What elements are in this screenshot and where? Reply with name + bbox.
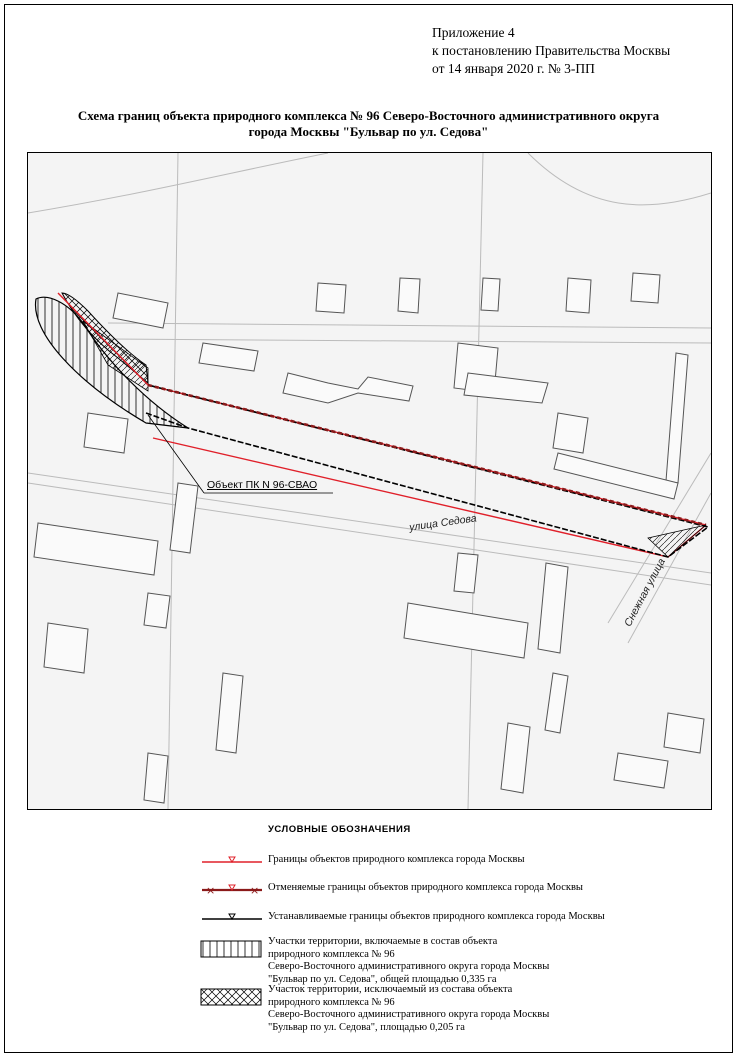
legend-item-excluded (200, 984, 720, 1036)
cancelled-boundary-symbol (200, 882, 264, 898)
appendix-block (432, 24, 722, 78)
excluded-area-symbol (200, 988, 262, 1006)
legend-included-line-4: "Бульвар по ул. Седова", общей площадью 0,335 га (268, 973, 497, 985)
east-tip-area (648, 525, 706, 557)
legend-text-included (268, 936, 688, 986)
legend-item-cancelled (200, 882, 720, 908)
svg-text:×: × (206, 884, 216, 897)
legend-excluded-line-3: Северо-Восточного административного округа города Москвы (268, 1009, 550, 1020)
legend-item-included (200, 936, 720, 986)
title-line-1: Схема границ объекта природного комплекса № 96 Северо-Восточного административного округа (77, 108, 660, 123)
title-line-2: города Москвы "Бульвар по ул. Седова" (248, 124, 489, 139)
legend-excluded-line-2: природного комплекса № 96 (268, 996, 395, 1008)
object-callout-label: Объект ПК N 96-СВАО (207, 479, 318, 491)
svg-text:×: × (250, 884, 260, 897)
legend-text-cancelled: Отменяемые границы объектов природного комплекса города Москвы (268, 882, 583, 893)
existing-boundary-symbol (200, 854, 264, 870)
legend-text-established: Устанавливаемые границы объектов природного комплекса города Москвы (268, 911, 605, 922)
appendix-line-3: от 14 января 2020 г. № 3-ПП (432, 61, 595, 76)
legend-text-excluded (268, 984, 688, 1034)
appendix-line-2: к постановлению Правительства Москвы (432, 43, 671, 58)
legend-heading: УСЛОВНЫЕ ОБОЗНАЧЕНИЯ (268, 824, 411, 835)
street-label-snezhnaya: Снежная улица (622, 556, 668, 629)
street-label-sedova: улица Седова (408, 512, 478, 534)
buildings (34, 273, 704, 803)
legend-excluded-line-1: Участок территории, исключаемый из состава объекта (268, 984, 513, 995)
map-area[interactable] (27, 152, 712, 810)
legend-excluded-line-4: "Бульвар по ул. Седова", площадью 0,205 га (268, 1021, 465, 1033)
included-area-symbol (200, 940, 262, 958)
legend-text-existing: Границы объектов природного комплекса города Москвы (268, 854, 525, 865)
legend-item-established (200, 911, 720, 937)
legend-included-line-3: Северо-Восточного административного округа города Москвы (268, 961, 550, 972)
legend-included-line-1: Участки территории, включаемые в состав объекта (268, 936, 498, 947)
appendix-line-1: Приложение 4 (432, 25, 515, 40)
map-canvas (28, 153, 711, 809)
established-boundary-symbol (200, 911, 264, 927)
legend-included-line-2: природного комплекса № 96 (268, 948, 395, 960)
legend-item-existing (200, 854, 720, 880)
scheme-title (20, 108, 717, 140)
